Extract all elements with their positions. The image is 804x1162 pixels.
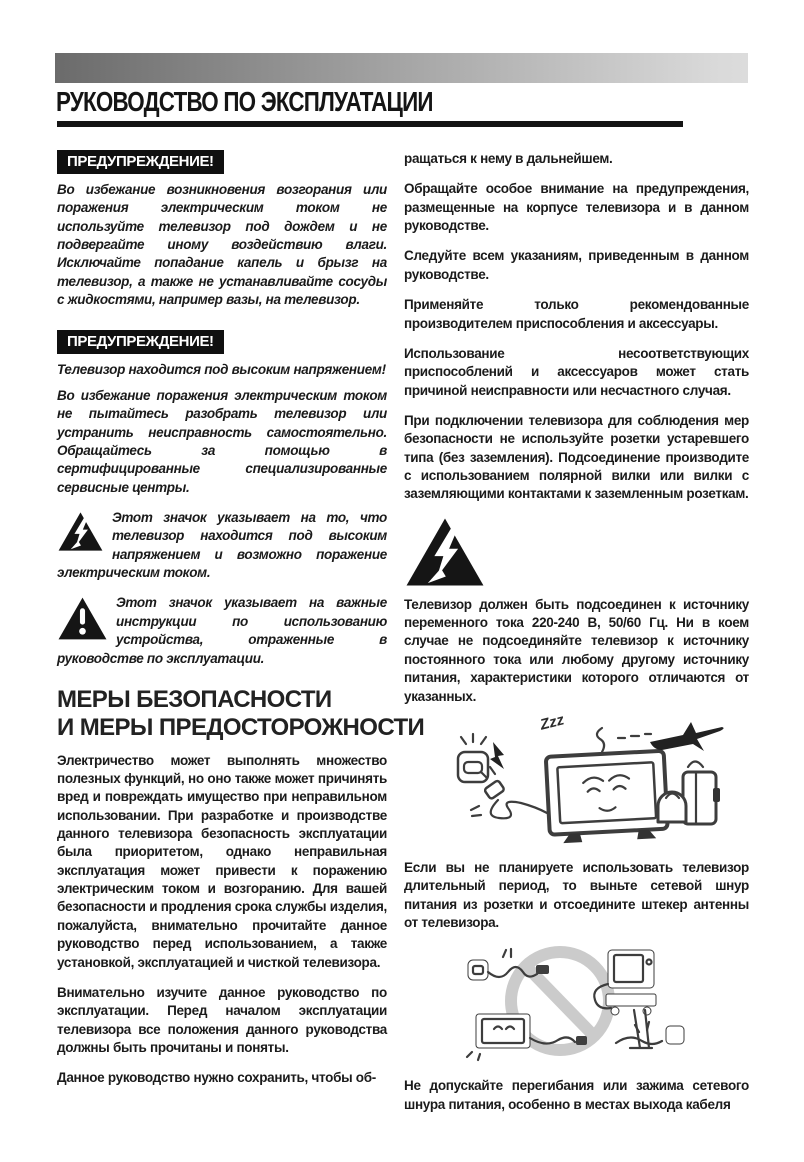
- section-heading-line2: И МЕРЫ ПРЕДОСТОРОЖНОСТИ: [57, 713, 425, 741]
- paragraph: Обращайте особое внимание на предупреждения, размещенные на корпусе телевизора и в данном руководстве.: [404, 181, 749, 234]
- paragraph: Не допускайте перегибания или зажима сетевого шнура питания, особенно в местах выхода кабеля: [404, 1078, 749, 1112]
- icon-note-text: Этот значок указывает на важные инструкции по использованию устройства, отраженные в руководстве по эксплуатации.: [57, 595, 387, 666]
- no-cord-pinch-drawing: [418, 944, 698, 1062]
- warning-box-1: [57, 150, 224, 174]
- warning-label: ПРЕДУПРЕЖДЕНИЕ!: [67, 153, 214, 170]
- high-voltage-triangle-icon: [404, 516, 486, 588]
- warning-text: Во избежание поражения электрическим током не пытайтесь разобрать телевизор или устранить неисправность самостоятельно. Обращайтесь за помощью в сертифицированные специализированные сервисные центры.: [57, 387, 387, 495]
- sleeping-tv: [546, 751, 668, 844]
- luggage: [658, 761, 720, 824]
- paragraph: Электричество может выполнять множество полезных функций, но оно также может причинять вред и повреждать имущество при неправильном использовании. При разработке и производстве данного телевизора безопасность эксплуатации была приоритетом, однако неправильная эксплуатация может привести к поражению электрическим током и возгоранию. Для вашей безопасности и продления срока службы изделия, пожалуйста, внимательно прочитайте данное руководство перед использованием, а также установкой, эксплуатацией и чисткой телевизора.: [57, 752, 387, 970]
- title-rule: [57, 121, 683, 127]
- paragraph: Телевизор должен быть подсоединен к источнику переменного тока 220-240 В, 50/60 Гц. Ни в коем случае не подсоединяйте телевизор к источнику постоянного тока или любому другому источнику питания, характеристики которого отличаются от указанных.: [404, 596, 749, 704]
- section-heading: [57, 685, 425, 742]
- icon-note-important: [57, 594, 387, 667]
- warning-box-2: [57, 330, 224, 354]
- header-gradient-bar: [55, 53, 748, 83]
- right-column: [404, 150, 749, 1114]
- warning-text: Во избежание возникновения возгорания или поражения электрическим током не используйте телевизор под дождем и не подвергайте иному воздействию влаги. Исключайте попадание капель и брызг на телевизор, а также не устанавливайте сосуды с жидкостями, например вазы, на телевизор.: [57, 182, 387, 308]
- sleep-squiggle: [597, 728, 604, 752]
- section-heading-line1: МЕРЫ БЕЗОПАСНОСТИ: [57, 685, 332, 713]
- zzz-text: Zzz: [538, 711, 566, 734]
- paragraph: При подключении телевизора для соблюдения мер безопасности не используйте розетки устаревшего типа (без заземления). Подсоединение производите с использованием полярной вилки или вилки с заземляющими контактами к заземленным розеткам.: [404, 412, 749, 502]
- unplug-tv-drawing: [452, 718, 724, 846]
- page-title: РУКОВОДСТВО ПО ЭКСПЛУАТАЦИИ: [56, 86, 433, 117]
- paragraph: Использование несоответствующих приспособлений и аксессуаров может стать причиной неисправности или несчастного случая.: [404, 345, 749, 398]
- important-instructions-triangle-icon: [57, 596, 108, 641]
- illustration-unplug-tv: [452, 711, 749, 851]
- paragraph: Следуйте всем указаниям, приведенным в данном руководстве.: [404, 248, 749, 282]
- unplug-arrow-icon: [490, 742, 504, 769]
- paragraph: ращаться к нему в дальнейшем.: [404, 151, 613, 166]
- paragraph: Данное руководство нужно сохранить, чтобы об-: [57, 1070, 376, 1086]
- warning-text: Телевизор находится под высоким напряжением!: [57, 361, 386, 377]
- icon-note-text: Этот значок указывает на то, что телевизор находится под высоким напряжением и возможно поражение электрическим током.: [57, 510, 387, 581]
- airplane-icon: [650, 722, 724, 751]
- left-column: [57, 150, 425, 1100]
- paragraph: Внимательно изучите данное руководство по эксплуатации. Перед началом эксплуатации телевизора все положения данного руководства должны быть прочитаны и поняты.: [57, 984, 387, 1055]
- paragraph: Применяйте только рекомендованные производителем приспособления и аксессуары.: [404, 297, 749, 331]
- icon-note-high-voltage: [57, 509, 387, 582]
- paragraph: Если вы не планируете использовать телевизор длительный период, то выньте сетевой шнур питания из розетки и отсоедините штекер антенны от телевизора.: [404, 859, 749, 930]
- warning-label: ПРЕДУПРЕЖДЕНИЕ!: [67, 332, 214, 350]
- illustration-no-cord-pinch: [418, 944, 749, 1067]
- high-voltage-triangle-icon: [57, 511, 104, 552]
- motion-dashes: [618, 734, 651, 738]
